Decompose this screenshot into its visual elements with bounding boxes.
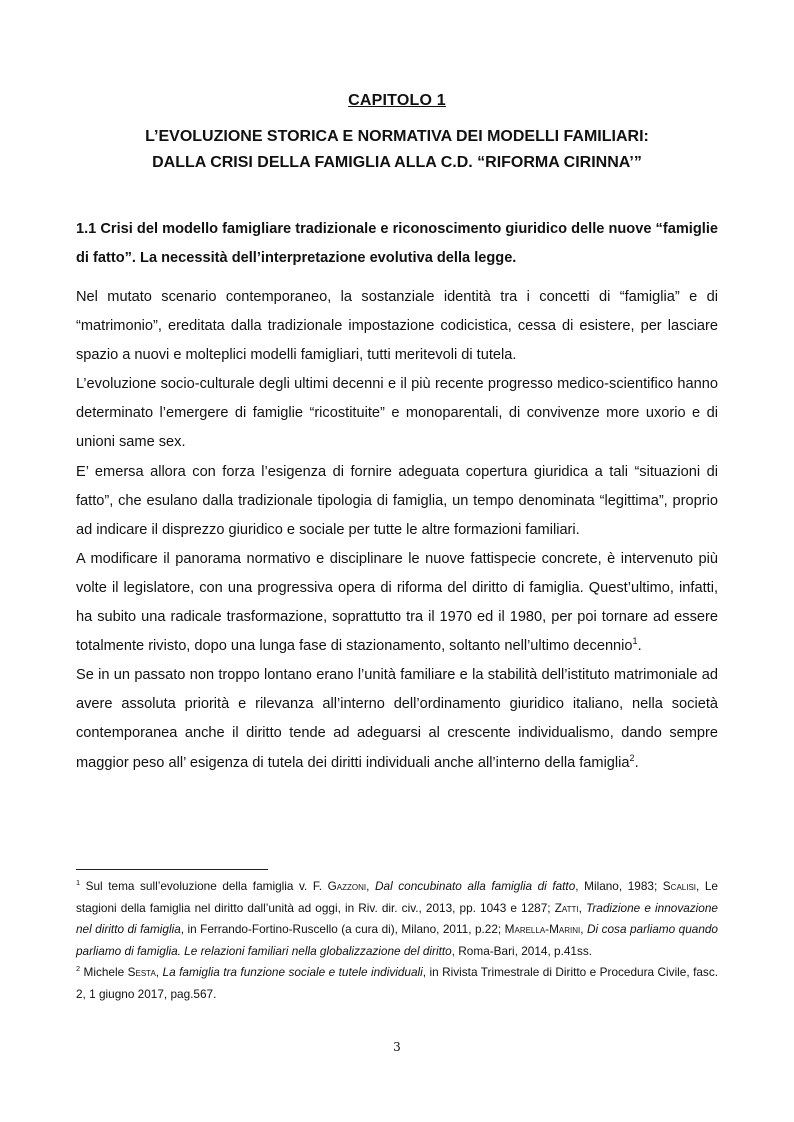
paragraph: Nel mutato scenario contemporaneo, la sostanziale identità tra i concetti di “famiglia” e di “matrimonio”, ereditata dalla tradizionale impostazione codicistica, cessa di esistere, per lasciare spazio a nuovi e molteplici modelli famigliari, tutti meritevoli di tutela. [76,289,718,364]
footnotes [76,876,718,1005]
paragraph-text: Se in un passato non troppo lontano erano l’unità familiare e la stabilità dell’istituto matrimoniale ad avere assoluta priorità e rilevanza all’interno dell’ordinamento giuridico italiano, nella società contemporanea anche il diritto tende ad adeguarsi al crescente individualismo, dando sempre maggior peso all’ esigenza di tutela dei diritti individuali anche all’interno della famiglia [76,667,718,771]
work-title: Di cosa parliamo quando parliamo di famiglia. Le relazioni familiari nella globalizzazione del diritto [76,922,718,958]
footnote-text: , Milano, 1983; [575,879,663,893]
footnote-text: , Le stagioni della famiglia nel diritto dall’unità ad oggi, in Riv. dir. civ., 2013, pp. 1043 e 1287; [76,879,718,915]
author-name: Sesta [127,965,156,979]
paragraph: E’ emersa allora con forza l’esigenza di fornire adeguata copertura giuridica a tali “situazioni di fatto”, che esulano dalla tradizionale tipologia di famiglia, un tempo denominata “legittima”, proprio ad indicare il disprezzo giuridico e sociale per tutte le altre formazioni familiari. [76,463,718,538]
footnote-text: , Roma-Bari, 2014, p.41ss. [451,943,593,958]
footnote-number: 2 [76,964,81,974]
footnote-1 [76,876,718,962]
chapter-title-line-2: DALLA CRISI DELLA FAMIGLIA ALLA C.D. “RIFORMA CIRINNA’” [152,154,642,171]
paragraph-end: . [637,638,642,655]
footnote-text: , [578,900,587,915]
chapter-title [76,124,718,176]
footnote-text: Michele [80,965,128,979]
footnote-text: , in Rivista Trimestrale di Diritto e Procedura Civile, fasc. 2, 1 giugno 2017, pag.567. [76,965,719,1001]
author-name: Zatti [554,900,579,915]
author-name: Scalisi [662,879,697,893]
work-title: La famiglia tra funzione sociale e tutele individuali [162,965,423,979]
footnote-text: , [366,879,375,893]
paragraph-text: A modificare il panorama normativo e disciplinare le nuove fattispecie concrete, è intervenuto più volte il legislatore, con una progressiva opera di riforma del diritto di famiglia. Quest’ultimo, infatti, ha subito una radicale trasformazione, soprattutto tra il 1970 ed il 1980, per poi tornare ad essere totalmente rivisto, dopo una lunga fase di stazionamento, soltanto nell’ultimo decennio [76,550,718,655]
footnote-divider [76,869,268,870]
paragraph-end: . [634,754,639,771]
footnote-text: , [155,965,163,979]
section-heading: 1.1 Crisi del modello famigliare tradizionale e riconoscimento giuridico delle nuove “famiglie di fatto”. La necessità dell’interpretazione evolutiva della legge. [76,221,718,266]
footnote-ref-2[interactable]: 2 [629,752,635,763]
footnote-number: 1 [76,878,81,888]
footnote-ref-1[interactable]: 1 [632,636,638,647]
footnote-text: , in Ferrando-Fortino-Ruscello (a cura di), Milano, 2011, p.22; [180,922,505,936]
author-name: Gazzoni [327,879,367,893]
chapter-heading: CAPITOLO 1 [348,92,446,109]
paragraph: L’evoluzione socio-culturale degli ultimi decenni e il più recente progresso medico-scientifico hanno determinato l’emergere di famiglie “ricostituite” e monoparentali, di convivenze more uxorio e di unioni same sex. [76,376,718,451]
footnote-text: , [580,922,587,936]
footnote-text: Sul tema sull’evoluzione della famiglia v. F. [80,879,328,893]
chapter-title-line-1: L’EVOLUZIONE STORICA E NORMATIVA DEI MODELLI FAMILIARI: [145,128,649,145]
paragraph [76,545,718,661]
page-number: 3 [393,1040,401,1054]
author-name: Marella-Marini [504,922,581,936]
paragraph [76,661,718,777]
work-title: Tradizione e innovazione nel diritto di famiglia [76,900,718,936]
body-text [76,283,718,778]
work-title: Dal concubinato alla famiglia di fatto [374,879,576,893]
footnote-2 [76,962,718,1005]
